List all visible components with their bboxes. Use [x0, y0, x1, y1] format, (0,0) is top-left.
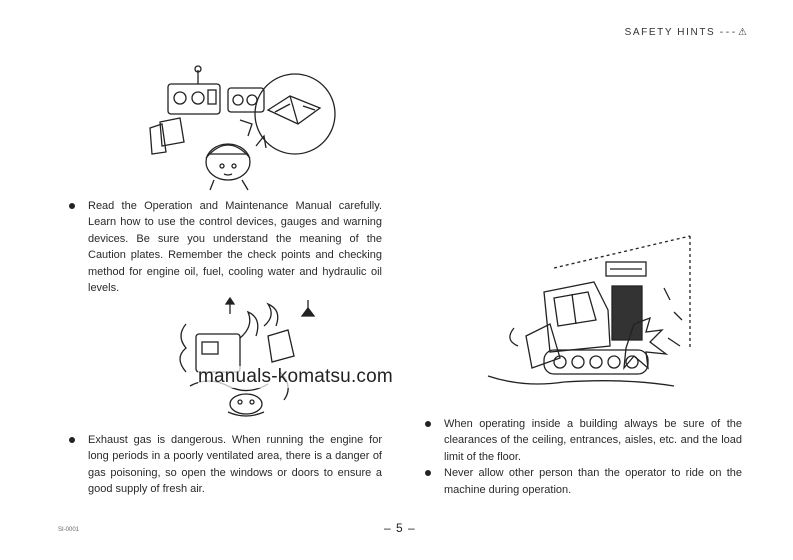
exhaust-gas-illustration — [168, 296, 328, 426]
bullet-list-manual — [68, 198, 382, 296]
header-title: SAFETY HINTS — [624, 27, 716, 38]
watermark-text: manuals-komatsu.com — [198, 366, 393, 387]
list-item-no-riders: Never allow other person than the operator to ride on the machine during operation. — [424, 465, 742, 498]
warning-symbol-icon: - - - ⚠ — [719, 27, 747, 38]
page-header — [625, 27, 747, 38]
bullet-list-exhaust — [68, 432, 382, 498]
list-item-exhaust-gas: Exhaust gas is dangerous. When running the engine for long periods in a poorly ventilated area, there is a danger of gas poisoning, so open the windows or doors to ensure a good supply of fresh air. — [68, 432, 382, 498]
list-item-read-manual: Read the Operation and Maintenance Manual carefully. Learn how to use the control devices, gauges and warning devices. Be sure you understand the meaning of the Caution plates. Remember the check points and checking method for engine oil, fuel, cooling water and hydraulic oil levels. — [68, 198, 382, 296]
bulldozer-building-illustration — [484, 228, 694, 400]
page-number: – 5 – — [384, 521, 416, 535]
bullet-list-building — [424, 416, 742, 498]
list-item-building-clearance: When operating inside a building always be sure of the clearances of the ceiling, entrances, aisles, etc. and the load limit of the floor. — [424, 416, 742, 465]
manual-reading-illustration — [140, 62, 340, 192]
document-code: SI-0001 — [58, 527, 80, 533]
